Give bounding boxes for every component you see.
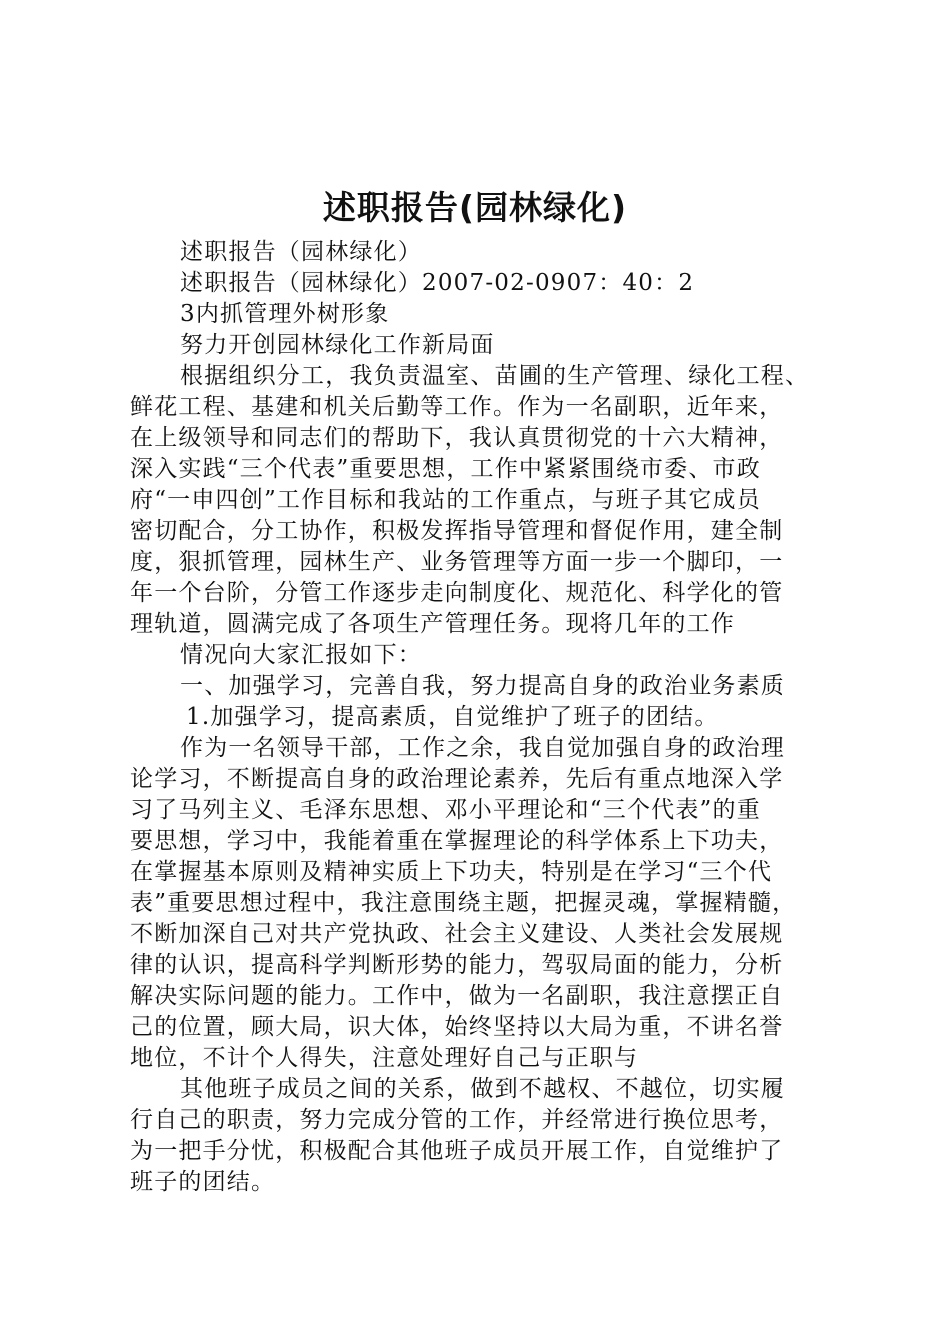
body-line: 鲜花工程、基建和机关后勤等工作。作为一名副职，近年来， xyxy=(130,394,784,420)
body-line: 根据组织分工，我负责温室、苗圃的生产管理、绿化工程、 xyxy=(180,363,810,389)
body-line: 3内抓管理外树形象 xyxy=(180,301,390,327)
body-line: 密切配合，分工协作，积极发挥指导管理和督促作用，建全制 xyxy=(130,518,784,544)
body-line: 地位，不计个人得失，注意处理好自己与正职与 xyxy=(130,1045,639,1071)
body-line: 努力开创园林绿化工作新局面 xyxy=(180,332,495,358)
body-line: 述职报告（园林绿化） xyxy=(180,239,422,265)
body-line: 度，狠抓管理，园林生产、业务管理等方面一步一个脚印，一 xyxy=(130,549,784,575)
body-line: 其他班子成员之间的关系，做到不越权、不越位，切实履 xyxy=(180,1076,785,1102)
body-line: 习了马列主义、毛泽东思想、邓小平理论和“三个代表”的重 xyxy=(130,797,761,823)
body-line: 一、加强学习，完善自我，努力提高自身的政治业务素质 xyxy=(180,673,785,699)
body-line: 论学习，不断提高自身的政治理论素养，先后有重点地深入学 xyxy=(130,766,784,792)
document-title: 述职报告(园林绿化) xyxy=(322,188,628,227)
body-line: 律的认识，提高科学判断形势的能力，驾驭局面的能力，分析 xyxy=(130,952,784,978)
body-line: 府“一申四创”工作目标和我站的工作重点，与班子其它成员 xyxy=(130,487,761,513)
body-line: 班子的团结。 xyxy=(130,1169,276,1195)
body-line: 要思想，学习中，我能着重在掌握理论的科学体系上下功夫， xyxy=(130,828,784,854)
body-line: 情况向大家汇报如下： xyxy=(180,642,422,668)
body-line: 解决实际问题的能力。工作中，做为一名副职，我注意摆正自 xyxy=(130,983,784,1009)
body-line: 在上级领导和同志们的帮助下，我认真贯彻党的十六大精神， xyxy=(130,425,784,451)
body-line: 年一个台阶，分管工作逐步走向制度化、规范化、科学化的管 xyxy=(130,580,784,606)
body-line: 在掌握基本原则及精神实质上下功夫，特别是在学习“三个代 xyxy=(130,859,773,885)
body-line: 作为一名领导干部，工作之余，我自觉加强自身的政治理 xyxy=(180,735,785,761)
body-line: 为一把手分忧，积极配合其他班子成员开展工作，自觉维护了 xyxy=(130,1138,784,1164)
body-line: 表”重要思想过程中，我注意围绕主题，把握灵魂，掌握精髓， xyxy=(130,890,797,916)
body-line: 述职报告（园林绿化）2007-02-0907：40：2 xyxy=(180,270,695,296)
body-line: 行自己的职责，努力完成分管的工作，并经常进行换位思考， xyxy=(130,1107,784,1133)
body-line: 理轨道，圆满完成了各项生产管理任务。现将几年的工作 xyxy=(130,611,735,637)
document-body xyxy=(130,237,840,1198)
body-line: 己的位置，顾大局，识大体，始终坚持以大局为重，不讲名誉 xyxy=(130,1014,784,1040)
body-line: 1.加强学习，提高素质，自觉维护了班子的团结。 xyxy=(186,704,719,730)
body-line: 不断加深自己对共产党执政、社会主义建设、人类社会发展规 xyxy=(130,921,784,947)
body-line: 深入实践“三个代表”重要思想，工作中紧紧围绕市委、市政 xyxy=(130,456,761,482)
